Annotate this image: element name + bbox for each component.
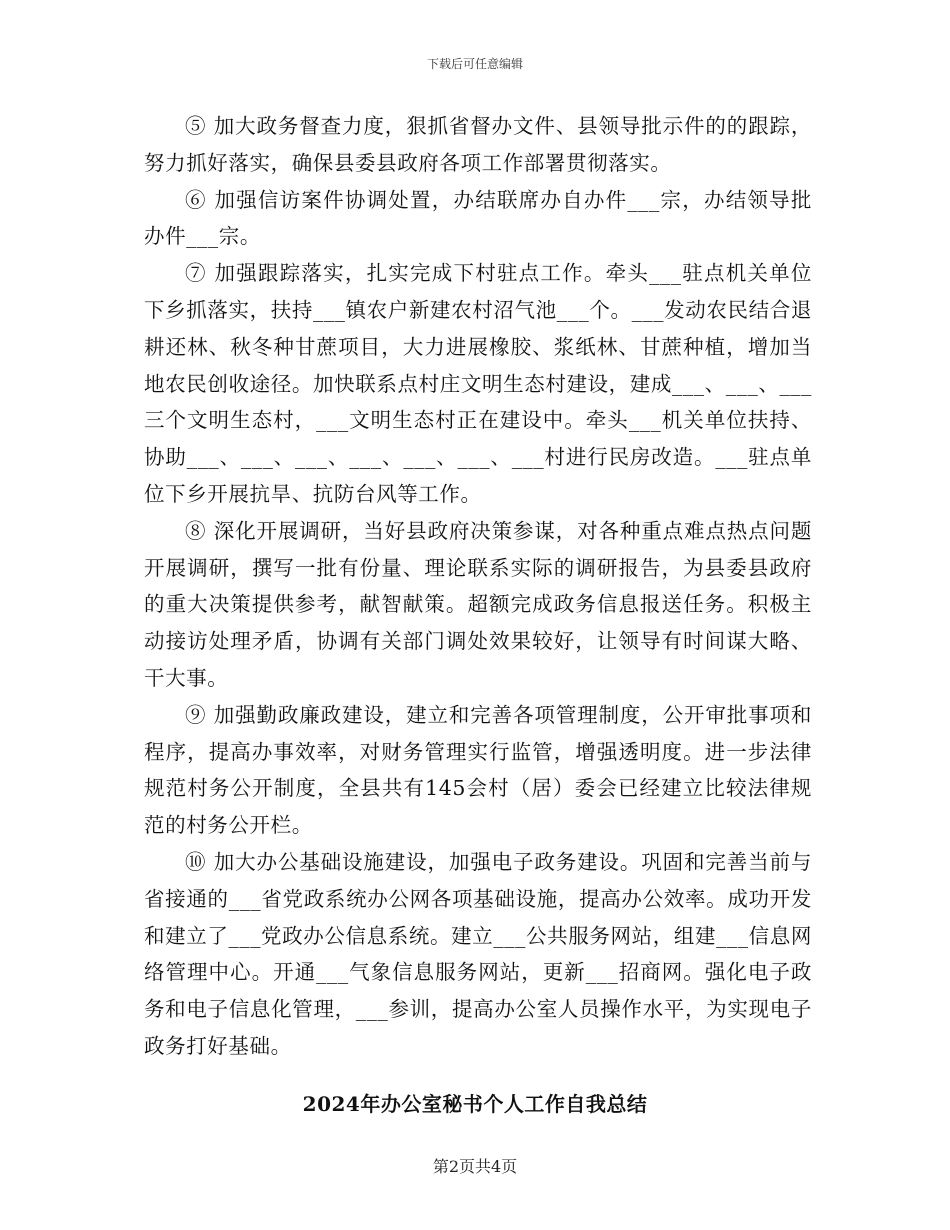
paragraph-8: ⑧ 深化开展调研，当好县政府决策参谋，对各种重点难点热点问题开展调研，撰写一批有份量、理论联系实际的调研报告，为县委县政府的重大决策提供参考，献智献策。超额完成政务信息报送任务。积极主动接访处理矛盾，协调有关部门调处效果较好，让领导有时间谋大略、干大事。 — [144, 518, 812, 690]
paragraph-6: ⑥ 加强信访案件协调处置，办结联席办自办件___宗，办结领导批办件___宗。 — [144, 187, 812, 249]
paragraph-9: ⑨ 加强勤政廉政建设，建立和完善各项管理制度，公开审批事项和程序，提高办事效率，对财务管理实行监管，增强透明度。进一步法律规范村务公开制度，全县共有145会村（居）委会已经建立比较法律规范的村务公开栏。 — [144, 702, 812, 838]
paragraph-10: ⑩ 加大办公基础设施建设，加强电子政务建设。巩固和完善当前与省接通的___省党政系统办公网各项基础设施，提高办公效率。成功开发和建立了___党政办公信息系统。建立___公共服务网站，组建___信息网络管理中心。开通___气象信息服务网站，更新___招商网。强化电子政务和电子信息化管理，___参训，提高办公室人员操作水平，为实现电子政务打好基础。 — [144, 849, 812, 1058]
document-body — [144, 108, 812, 1065]
paragraph-7: ⑦ 加强跟踪落实，扎实完成下村驻点工作。牵头___驻点机关单位下乡抓落实，扶持___镇农户新建农村沼气池___个。___发动农民结合退耕还林、秋冬种甘蔗项目，大力进展橡胶、浆纸林、甘蔗种植，增加当地农民创收途径。加快联系点村庄文明生态村建设，建成___、___、___三个文明生态村，___文明生态村正在建设中。牵头___机关单位扶持、协助___、___、___、___、___、___、___村进行民房改造。___驻点单位下乡开展抗旱、抗防台风等工作。 — [144, 261, 812, 506]
page-number: 第2页共4页 — [432, 1157, 518, 1176]
section-title: 2024年办公室秘书个人工作自我总结 — [302, 1092, 648, 1116]
paragraph-5: ⑤ 加大政务督查力度，狠抓省督办文件、县领导批示件的的跟踪，努力抓好落实，确保县委县政府各项工作部署贯彻落实。 — [144, 114, 812, 175]
header-note: 下载后可任意编辑 — [426, 57, 523, 71]
